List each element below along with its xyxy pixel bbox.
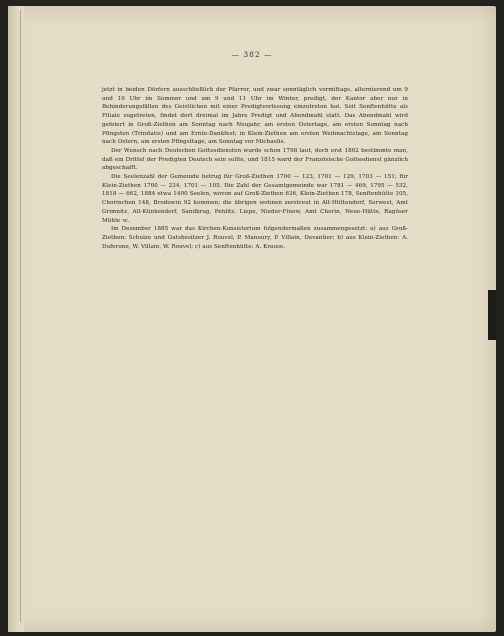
paragraph: jetzt in beiden Dörfern ausschließlich der Pfarrer, und zwar sonntäglich vormittags, alternierend um 9 und 10 Uhr im Sommer und um 9 und 11 Uhr im Winter, predigt, der Kantor aber nur in Behinderungsfällen des Geistlichen mit einer Predigtvorlesung einzutreten hat. Seit Senftenhütte als Filiale zugetreten, findet dort dreimal im Jahre Predigt und Abendmahl statt. Das Abendmahl wird gefeiert in Groß-Ziethen am Sonntag nach Neujahr, am ersten Ostertage, am ersten Sonntag nach Pfingsten (Trinitatis) und am Ernte-Dankfest; in Klein-Ziethen am ersten Weihnachtstage, am Sonntag nach Ostern, am ersten Pfingsttage, am Sonntag vor Michaelis. bbox=[102, 87, 408, 146]
page-tear bbox=[488, 290, 496, 340]
paragraph: Im Dezember 1885 war das Kirchen-Konsistorium folgendermaßen zusammengesetzt: a) aus Groß-Ziethen: Schulze und Gutsbesitzer J. Rouvel, P. Manoury, P. Villain, Devantier; b) aus Klein-Ziethen: A. Duferone, W. Villain, W. Rouvel; c) aus Senftenhütte: A. Krause. bbox=[102, 226, 408, 250]
page-number: — 382 — bbox=[231, 50, 273, 59]
page-edge bbox=[8, 6, 24, 632]
body-text bbox=[102, 86, 408, 251]
binding-fold bbox=[20, 10, 21, 622]
paragraph: Die Seelenzahl der Gemeinde betrug für Groß-Ziethen 1700 — 123, 1701 — 129, 1703 — 151; für Klein-Ziethen 1700 — 234, 1701 — 105. Die Zahl der Gesamtgemeinde war 1781 — 469, 1795 — 532, 1818 — 662, 1884 etwa 1400 Seelen, wovon auf Groß-Ziethen 636, Klein-Ziethen 178, Senftenhütte 105, Chorinchen 148, Brodowin 92 kommen; die übrigen wohnen zerstreut in Alt-Hüttendorf, Serwest, Amt Grimnitz, Alt-Künkendorf, Sandkrug, Pehlitz, Liepe, Nieder-Finow, Amt Chorin, Neue-Hütte, Ragöser Mühle ꝛc. bbox=[102, 174, 408, 224]
paragraph: Der Wunsch nach Deutschen Gottesdiensten wurde schon 1798 laut, doch erst 1802 bestimmte man, daß ein Drittel der Predigten Deutsch sein sollte, und 1815 ward der Französische Gottesdienst gänzlich abgeschafft. bbox=[102, 147, 408, 172]
